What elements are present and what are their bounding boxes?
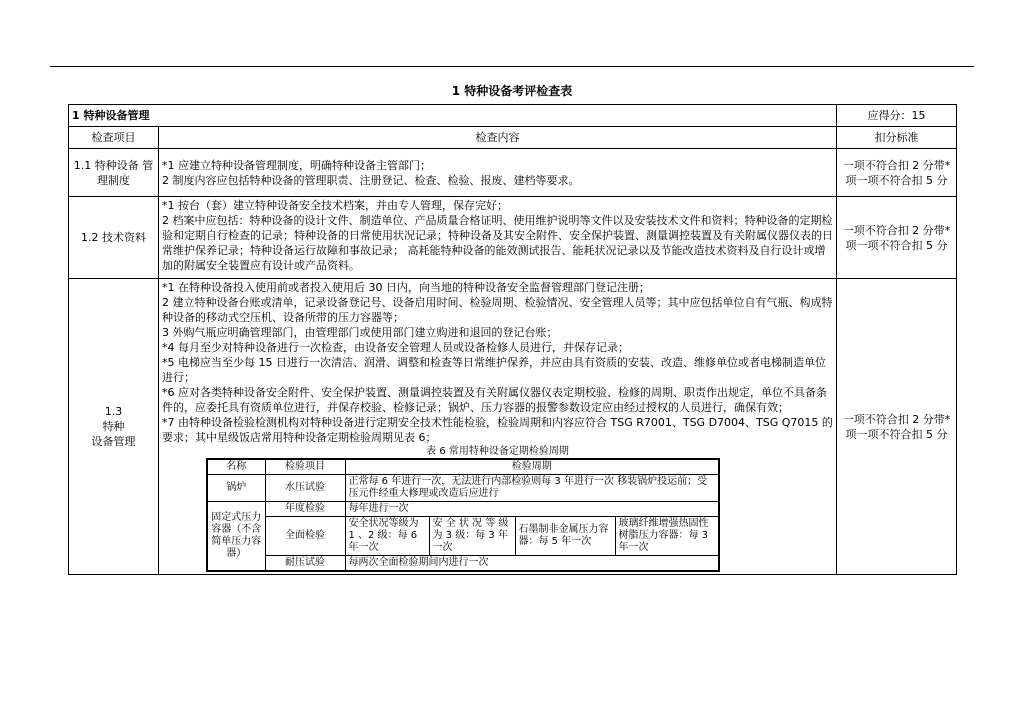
row-content — [159, 197, 837, 279]
inspection-period: 正常每 6 年进行一次，无法进行内部检验则每 3 年进行一次 移装锅炉投运前；受压元件经重大修理或改造后应进行 — [345, 475, 719, 502]
subtable-row — [207, 517, 719, 556]
subtable-header-period: 检验周期 — [345, 459, 719, 475]
table-row — [69, 149, 957, 197]
inspection-period: 安 全 状 况 等 级为 3 级：每 3 年一次 — [429, 517, 515, 556]
inspection-item: 年度检验 — [265, 502, 345, 517]
table-row — [69, 279, 957, 575]
subtable-row — [207, 475, 719, 502]
content-line: *1 在特种设备投入使用前或者投入使用后 30 日内，向当地的特种设备安全监督管理部门登记注册； — [162, 281, 650, 294]
row-item-line: 特种 — [102, 420, 125, 433]
row-item-number: 1.3 — [104, 405, 123, 418]
content-line: *4 每月至少对特种设备进行一次检查，由设备安全管理人员或设备检修人员进行，并保存记录； — [162, 341, 629, 354]
section-row — [69, 105, 957, 127]
row-item: 1.1 特种设备 管理制度 — [69, 149, 159, 197]
subtable-header-name: 名称 — [207, 459, 265, 475]
row-item — [69, 279, 159, 575]
inspection-item: 全面检验 — [265, 517, 345, 556]
row-score: 一项不符合扣 2 分带*项一项不符合扣 5 分 — [837, 197, 957, 279]
content-line: *7 由特种设备检验检测机构对特种设备进行定期安全技术性能检验，检验周期和内容应符合 TSG R7001、TSG D7004、TSG Q7015 的要求；其中星级饭店常用特种设备定期检验周期见表 6； — [162, 416, 833, 444]
inspection-item: 耐压试验 — [265, 556, 345, 572]
inspection-period: 每年进行一次 — [345, 502, 719, 517]
content-line: *1 应建立特种设备管理制度，明确特种设备主管部门； — [162, 158, 431, 172]
row-content — [159, 149, 837, 197]
document-title: 1 特种设备考评检查表 — [451, 84, 573, 98]
equipment-name: 固定式压力容器（不含简单压力容器） — [207, 502, 265, 572]
content-line: *5 电梯应当至少每 15 日进行一次清洁、润滑、调整和检查等日常维护保养，并应由具有资质的安装、改造、维修单位或者电梯制造单位进行； — [162, 356, 826, 384]
content-line: *6 应对各类特种设备安全附件、安全保护装置、测量调控装置及有关附属仪器仪表定期校验、检修的周期、职责作出规定，单位不具备条件的，应委托具有资质单位进行，并保存校验、检修记录；锅炉、压力容器的报警参数设定应由经过授权的人员进行，确保有效； — [162, 386, 827, 414]
row-item-line: 设备管理 — [91, 435, 136, 448]
inspection-period-table — [206, 458, 720, 572]
row-score: 一项不符合扣 2 分带*项一项不符合扣 5 分 — [837, 279, 957, 575]
top-rule — [50, 66, 974, 67]
inspection-period: 玻璃纤维增强热固性树脂压力容器：每 3 年一次 — [615, 517, 719, 556]
content-line: 2 建立特种设备台账或清单，记录设备登记号、设备启用时间、检验周期、检验情况、安全管理人员等；其中应包括单位自有气瓶、构成特种设备的移动式空压机、设备所带的压力容器等； — [162, 296, 833, 324]
content-line: *1 按台（套）建立特种设备安全技术档案，并由专人管理，保存完好； — [162, 199, 508, 212]
inspection-table — [68, 104, 957, 575]
subtable-caption: 表 6 常用特种设备定期检验周期 — [426, 446, 569, 457]
subtable-header-row — [207, 459, 719, 475]
header-content: 检查内容 — [159, 127, 837, 149]
subtable-row — [207, 556, 719, 572]
content-line: 3 外购气瓶应明确管理部门，由管理部门或使用部门建立购进和退回的登记台账； — [162, 326, 558, 339]
header-item: 检查项目 — [69, 127, 159, 149]
content-line: 2 制度内容应包括特种设备的管理职责、注册登记、检查、检验、报废、建档等要求。 — [162, 173, 580, 187]
row-content — [159, 279, 837, 575]
inspection-period: 石墨制非金属压力容器：每 5 年一次 — [515, 517, 615, 556]
content-line: 2 档案中应包括：特种设备的设计文件、制造单位、产品质量合格证明、使用维护说明等文件以及安装技术文件和资料；特种设备的定期检验和定期自行检查的记录；特种设备的日常使用状况记录；特种设备及其安全附件、安全保护装置、测量调控装置及有关附属仪器仪表的日常维护保养记录；特种设备运行故障和事故记录； 高耗能特种设备的能效测试报告、能耗状况记录以及节能改造技术资料及自行设计或增加的附属安全装置应有设计或产品资料。 — [162, 214, 833, 272]
subtable-row — [207, 502, 719, 517]
inspection-period: 安全状况等级为 1 、2 级：每 6 年一次 — [345, 517, 429, 556]
table-row — [69, 197, 957, 279]
row-score: 一项不符合扣 2 分带*项一项不符合扣 5 分 — [837, 149, 957, 197]
score-total: 应得分：15 — [837, 105, 957, 127]
header-row — [69, 127, 957, 149]
header-score: 扣分标准 — [837, 127, 957, 149]
row-item: 1.2 技术资料 — [69, 197, 159, 279]
inspection-item: 水压试验 — [265, 475, 345, 502]
section-title: 1 特种设备管理 — [69, 105, 837, 127]
inspection-period: 每两次全面检验期间内进行一次 — [345, 556, 719, 572]
equipment-name: 锅炉 — [207, 475, 265, 502]
subtable-header-item: 检验项目 — [265, 459, 345, 475]
